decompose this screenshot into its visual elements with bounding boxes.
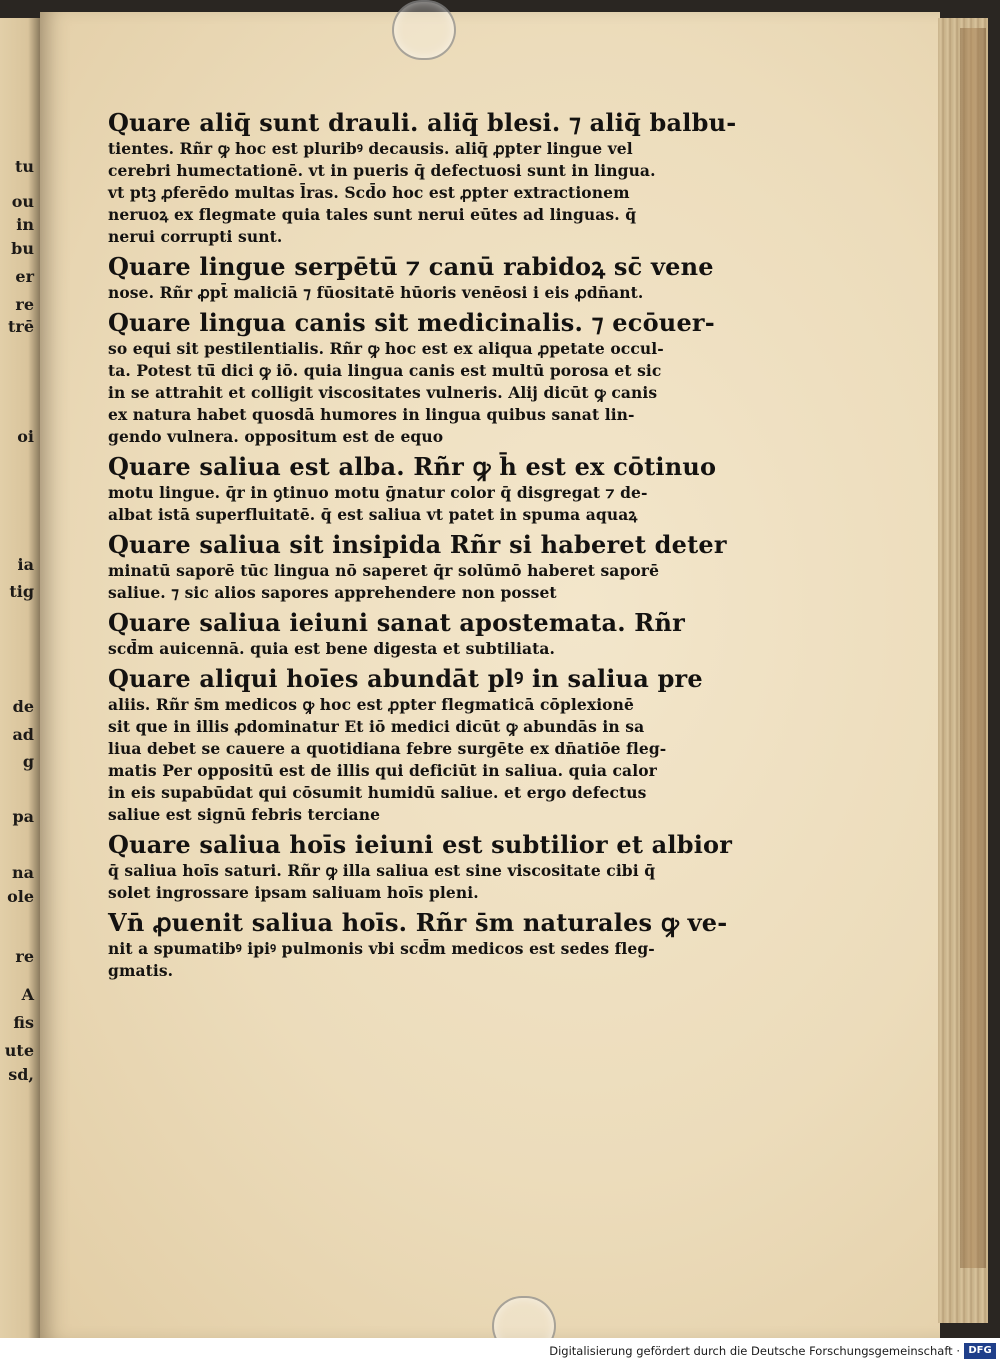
entry	[108, 908, 728, 982]
entry-text-line: so equi sit pestilentialis. Rñr ꝙ hoc est ex aliqua ꝓpetate occul-	[108, 339, 664, 358]
footer	[0, 1338, 1000, 1365]
entry-heading-line: Quare saliua sit insipida Rñr si haberet deter	[108, 530, 727, 559]
clasp-top	[392, 0, 456, 60]
entry-text-line: nerui corrupti sunt.	[108, 227, 283, 246]
left-fragment-line: tu	[14, 157, 34, 176]
entry-text-line: liua debet se cauere a quotidiana febre surgēte ex dn̄atiōe fleg-	[108, 739, 667, 758]
left-fragment-line: sd,	[8, 1065, 34, 1084]
funding-notice: Digitalisierung gefördert durch die Deutsche Forschungsgemeinschaft ·	[549, 1344, 960, 1358]
entry-text-line: scd̄m auicennā. quia est bene digesta et subtiliata.	[108, 639, 556, 658]
entry	[108, 452, 717, 526]
entry	[108, 108, 737, 248]
entry-text-line: gmatis.	[108, 961, 174, 980]
left-fragment-line: ou	[11, 192, 34, 211]
left-fragment-line: oi	[17, 427, 34, 446]
entry-text-line: sit que in illis ꝓdominatur Et iō medici dicūt ꝙ abundās in sa	[108, 717, 645, 736]
entry-text-line: minatū saporē tūc lingua nō saperet q̄r solūmō haberet saporē	[108, 561, 660, 580]
entry-text-line: saliue. ⁊ sic alios sapores apprehendere non posset	[108, 583, 557, 602]
entry-heading-line: Vn̄ ꝓuenit saliua hoīs. Rñr s̄m naturales ꝙ ve-	[108, 908, 728, 937]
entry	[108, 830, 733, 904]
left-fragment-line: pa	[12, 807, 34, 826]
entry-heading-line: Quare saliua ieiuni sanat apostemata. Rñr	[108, 608, 685, 637]
entry-heading-line: Quare saliua hoīs ieiuni est subtilior et albior	[108, 830, 733, 859]
entry-heading-line: Quare lingua canis sit medicinalis. ⁊ ecōuer-	[108, 308, 715, 337]
entry-text-line: motu lingue. q̄r in ꝯtinuo motu ḡnatur color q̄ disgregat ⁊ de-	[108, 483, 648, 502]
entry-heading-line: Quare lingue serpētū ⁊ canū rabidoꝝ sc̄ vene	[108, 252, 714, 281]
entry-text-line: vt ptꝫ ꝓferēdo multas l̄ras. Scd̄o hoc est ꝓpter extractionem	[108, 183, 630, 202]
left-fragment-line: fis	[13, 1013, 34, 1032]
entry-text-line: solet ingrossare ipsam saliuam hoīs pleni.	[108, 883, 479, 902]
left-fragment-line: g	[22, 752, 34, 771]
entry-text-line: matis Per oppositū est de illis qui deficiūt in saliua. quia calor	[108, 761, 657, 780]
entry-text-line: nit a spumatibꝰ ipiꝰ pulmonis vbi scd̄m medicos est sedes fleg-	[108, 939, 655, 958]
dfg-logo: DFG	[964, 1343, 996, 1359]
left-fragment-line: bu	[11, 239, 34, 258]
entry	[108, 664, 708, 826]
left-fragment-line: ute	[4, 1041, 34, 1060]
entry-text-line: albat istā superfluitatē. q̄ est saliua vt patet in spuma aquaꝝ	[108, 505, 638, 524]
entry	[108, 608, 708, 660]
entry-text-line: neruoꝝ ex flegmate quia tales sunt nerui eūtes ad linguas. q̄	[108, 205, 637, 224]
page-text-block	[108, 108, 737, 986]
entry	[108, 308, 715, 448]
left-fragment-line: ia	[17, 555, 34, 574]
left-fragment-line: er	[15, 267, 34, 286]
left-fragment-line: trē	[8, 317, 34, 336]
entry-text-line: in se attrahit et colligit viscositates vulneris. Alij dicūt ꝙ canis	[108, 383, 658, 402]
left-fragment-line: A	[21, 985, 34, 1004]
binding-edge	[960, 28, 986, 1268]
left-fragment-line: ad	[12, 725, 34, 744]
entry-text-line: nose. Rñr ꝓpt̄ maliciā ⁊ fūositatē hūoris venēosi i eis ꝓdn̄ant.	[108, 283, 644, 302]
entry-text-line: saliue est signū febris terciane	[108, 805, 381, 824]
entry	[108, 252, 714, 304]
entry-heading-line: Quare aliqui hoīes abundāt plꝰ in saliua pre	[108, 664, 703, 693]
left-fragment-line: tig	[9, 582, 34, 601]
left-fragment-line: re	[15, 947, 34, 966]
entry	[108, 530, 727, 604]
entry-heading-line: Quare saliua est alba. Rñr ꝙ h̄ est ex cōtinuo	[108, 452, 717, 481]
entry-text-line: ta. Potest tū̄ dici ꝙ iō. quia lingua canis est multū porosa et sic	[108, 361, 662, 380]
entry-text-line: ex natura habet quosdā humores in lingua quibus sanat lin-	[108, 405, 635, 424]
entry-heading-line: Quare aliq̄ sunt drauli. aliq̄ blesi. ⁊ aliq̄ balbu-	[108, 108, 737, 137]
entry-text-line: tientes. Rñr ꝙ hoc est pluribꝰ decausis. aliq̄ ꝓpter lingue vel	[108, 139, 633, 158]
left-fragment-line: na	[12, 863, 34, 882]
left-page-fragment	[0, 18, 40, 1338]
entry-text-line: aliis. Rñr s̄m medicos ꝙ hoc est ꝓpter flegmaticā cōplexionē	[108, 695, 634, 714]
entry-text-line: q̄ saliua hoīs saturi. Rñr ꝙ illa saliua est sine viscositate cibi q̄	[108, 861, 656, 880]
entry-text-line: gendo vulnera. oppositum est de equo	[108, 427, 444, 446]
left-fragment-line: re	[15, 295, 34, 314]
entry-text-line: cerebri humectationē. vt in pueris q̄ defectuosi sunt in lingua.	[108, 161, 656, 180]
left-fragment-line: in	[16, 215, 34, 234]
left-fragment-line: de	[12, 697, 34, 716]
left-fragment-line: ole	[7, 887, 34, 906]
entry-text-line: in eis supabūdat qui cōsumit humidū saliue. et ergo defectus	[108, 783, 647, 802]
